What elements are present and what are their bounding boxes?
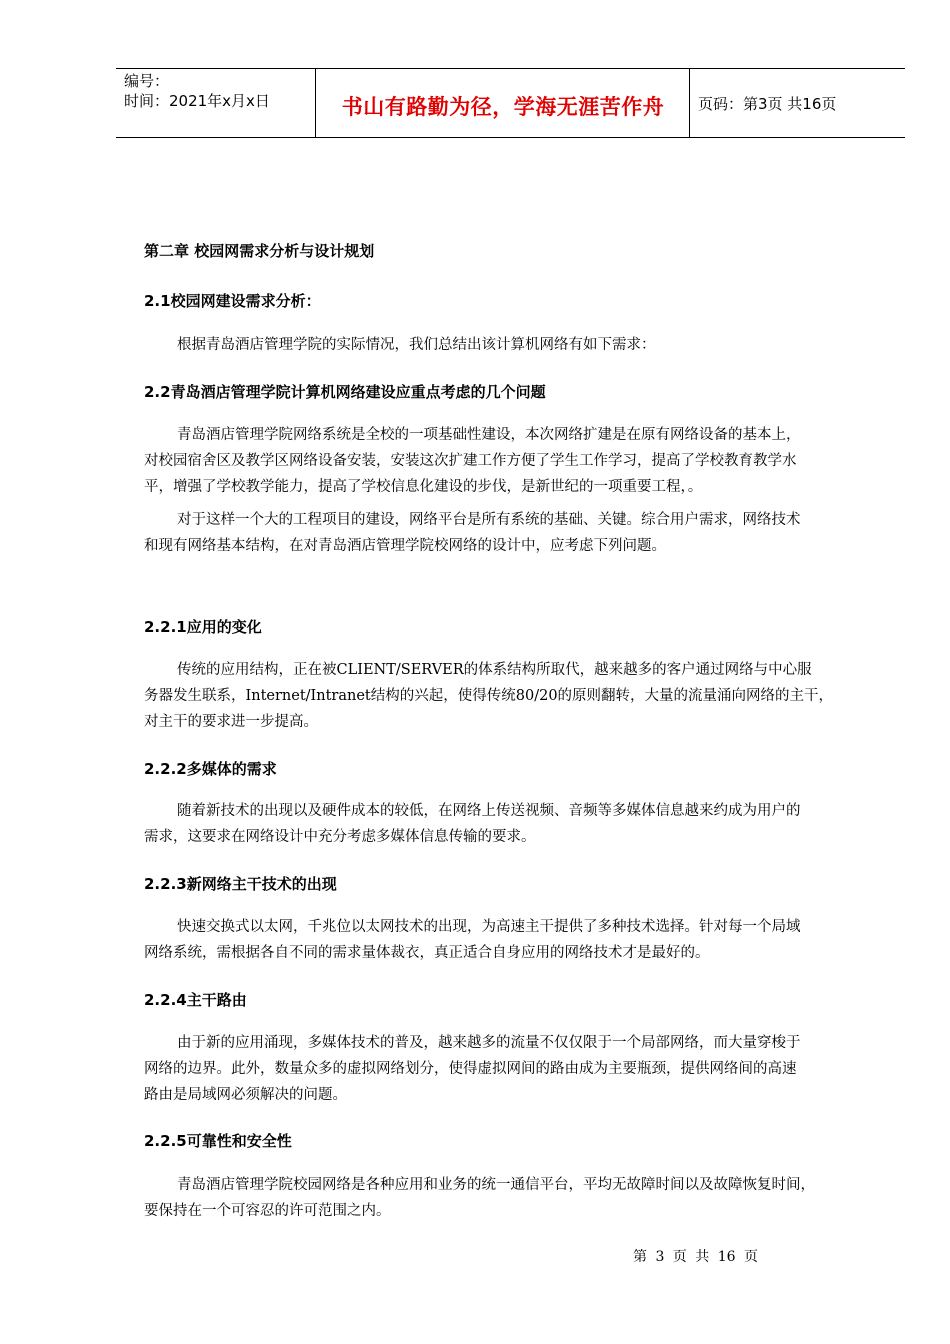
document-number-label: 编号： [124,72,170,90]
document-time-label: 时间：2021年x月x日 [124,92,270,110]
header-page-info: 页码：第3页 共16页 [698,95,837,113]
paragraph: 青岛酒店管理学院校园网络是各种应用和业务的统一通信平台，平均无故障时间以及故障恢复时间， 要保持在一个可容忍的许可范围之内。 [144,1177,815,1219]
section-heading: 2.2.4主干路由 [144,991,247,1009]
paragraph: 由于新的应用涌现，多媒体技术的普及，越来越多的流量不仅仅限于一个局部网络，而大量穿梭于 网络的边界。此外，数量众多的虚拟网络划分，使得虚拟网间的路由成为主要瓶颈，提供网络间的高速 路由是局域网必须解决的问题。 [144,1035,801,1103]
paragraph: 青岛酒店管理学院网络系统是全校的一项基础性建设，本次网络扩建是在原有网络设备的基本上， 对校园宿舍区及教学区网络设备安装，安装这次扩建工作方便了学生工作学习，提高了学校教育教学水 平，增强了学校教学能力，提高了学校信息化建设的步伐，是新世纪的一项重要工程，。 [144,427,801,495]
section-heading: 2.2.1应用的变化 [144,618,262,636]
header-motto: 书山有路勤为径，学海无涯苦作舟 [341,95,665,119]
header-divider [689,69,690,137]
section-heading: 2.1校园网建设需求分析： [144,292,321,310]
section-heading: 2.2.3新网络主干技术的出现 [144,875,337,893]
section-heading: 2.2.5可靠性和安全性 [144,1132,292,1150]
chapter-title: 第二章 校园网需求分析与设计规划 [144,242,375,260]
section-heading: 2.2.2多媒体的需求 [144,760,277,778]
paragraph: 快速交换式以太网，千兆位以太网技术的出现，为高速主干提供了多种技术选择。针对每一个局域 网络系统，需根据各自不同的需求量体裁衣，真正适合自身应用的网络技术才是最好的。 [144,919,801,961]
section-heading: 2.2青岛酒店管理学院计算机网络建设应重点考虑的几个问题 [144,383,546,401]
page-footer: 第 3 页 共 16 页 [633,1249,758,1265]
paragraph: 随着新技术的出现以及硬件成本的较低，在网络上传送视频、音频等多媒体信息越来约成为用户的 需求，这要求在网络设计中充分考虑多媒体信息传输的要求。 [144,803,801,845]
paragraph: 传统的应用结构，正在被CLIENT/SERVER的体系结构所取代，越来越多的客户通过网络与中心服 务器发生联系，Internet/Intranet结构的兴起，使得传统80/20的原则翻转，大量的流量涌向网络的主干， 对主干的要求进一步提高。 [144,662,834,730]
paragraph: 根据青岛酒店管理学院的实际情况，我们总结出该计算机网络有如下需求： [177,337,656,353]
paragraph: 对于这样一个大的工程项目的建设，网络平台是所有系统的基础、关键。综合用户需求，网络技术 和现有网络基本结构，在对青岛酒店管理学院校网络的设计中，应考虑下列问题。 [144,512,801,554]
header-meta [124,71,270,111]
page-header-table [116,68,905,138]
